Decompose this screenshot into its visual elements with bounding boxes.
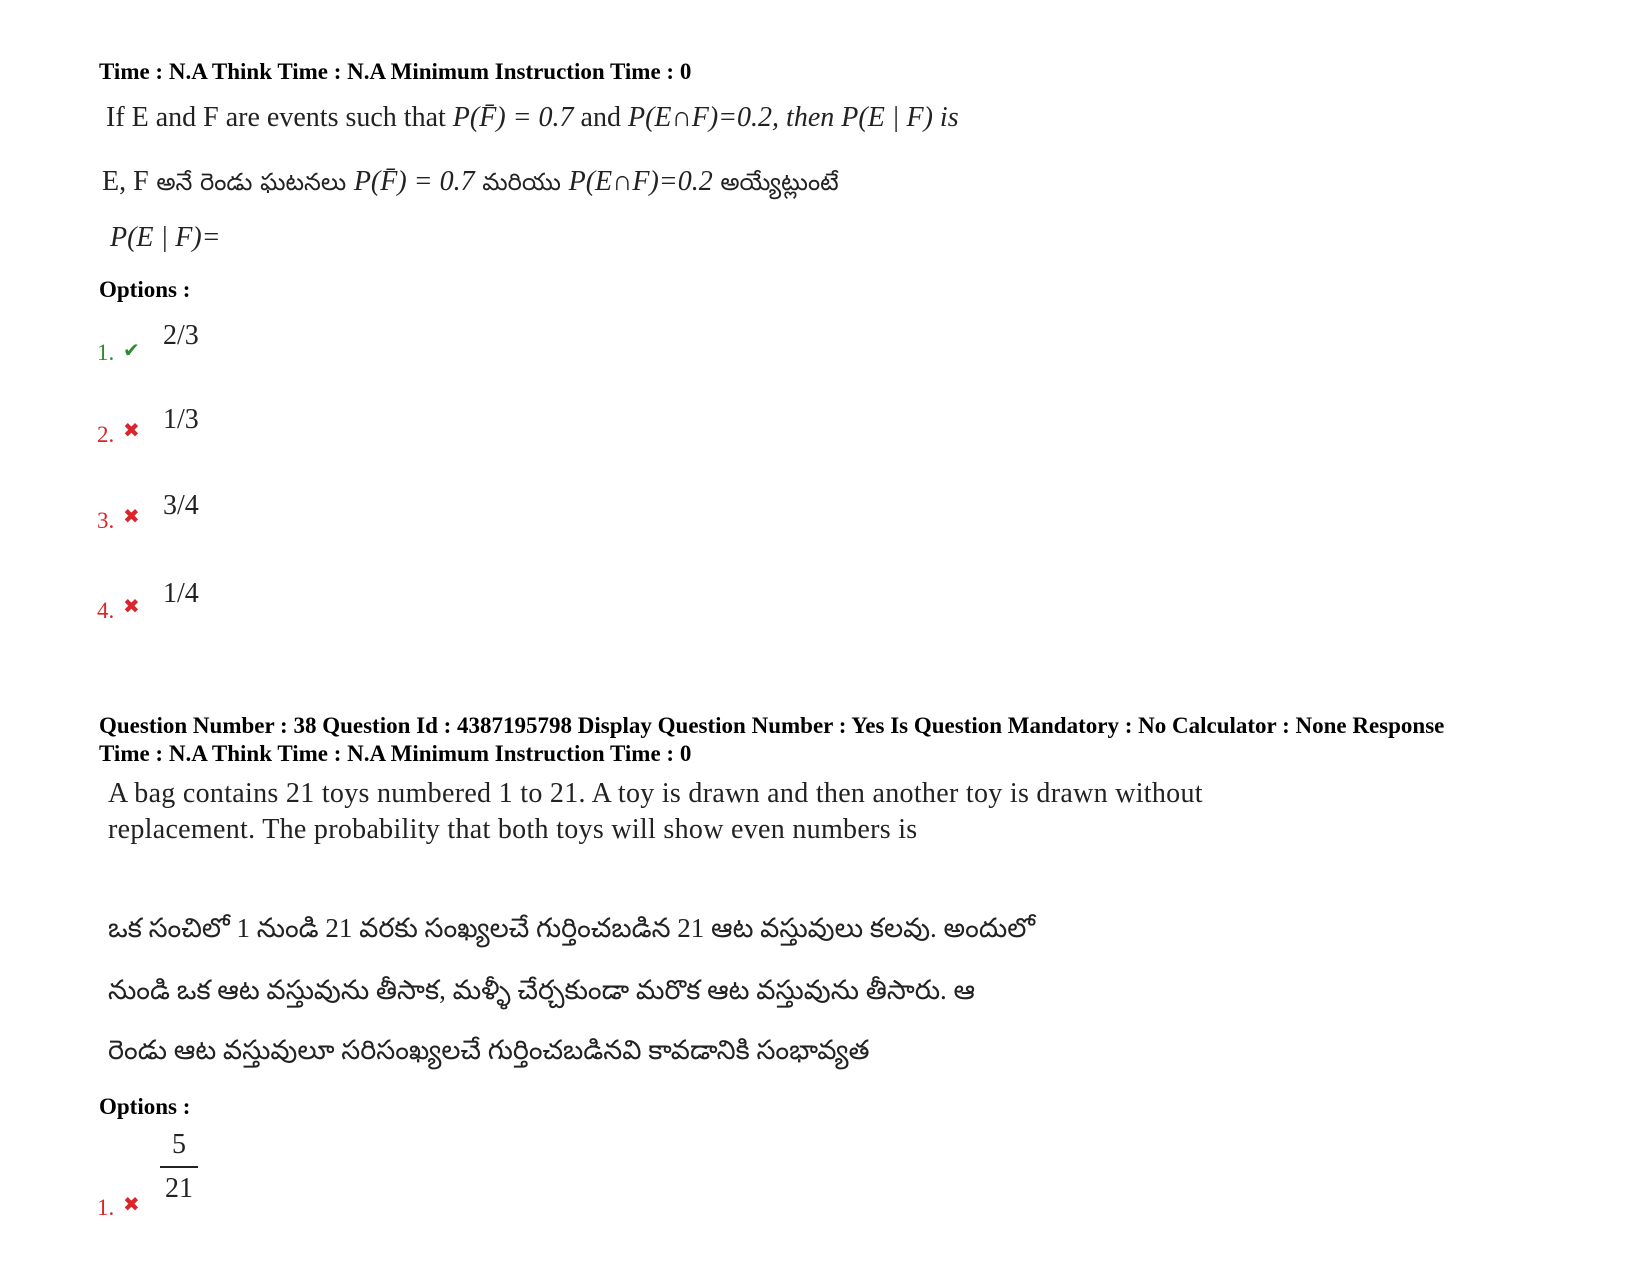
q38-stem-telugu-line-3: రెండు ఆట వస్తువులూ సరిసంఖ్యలచే గుర్తించబడినవి కావడానికి సంభావ్యత: [108, 1035, 870, 1065]
option-value: 2/3: [163, 320, 199, 351]
cross-icon: ✖: [123, 596, 140, 618]
stem-formula: P(F̄) = 0.7: [452, 102, 574, 133]
q37-options-label: Options :: [99, 277, 191, 302]
option-number: 1.: [97, 340, 115, 365]
q37-meta-line: Time : N.A Think Time : N.A Minimum Instruction Time : 0: [99, 59, 692, 84]
stem-formula: P(E∩F)=0.2,: [627, 102, 780, 133]
q38-stem-english: A bag contains 21 toys numbered 1 to 21. A toy is drawn and then another toy is drawn without replacement. The probability that both toys will show even numbers is: [108, 778, 1203, 845]
stem-text: E, F: [102, 166, 149, 197]
stem-text: అయ్యేట్లుంటే: [712, 168, 839, 196]
q38-options-label: Options :: [99, 1094, 191, 1119]
stem-text: అనే రెండు ఘటనలు: [148, 168, 354, 196]
option-number: 3.: [97, 508, 115, 533]
stem-formula: P(F̄) = 0.7: [353, 166, 475, 197]
stem-formula: P(E∩F)=0.2: [568, 166, 713, 197]
fraction-denominator: 21: [165, 1173, 193, 1204]
option-value: 1/3: [163, 404, 199, 435]
option-number: 4.: [97, 598, 115, 623]
q38-meta-line-2: Time : N.A Think Time : N.A Minimum Instruction Time : 0: [99, 741, 692, 766]
cross-icon: ✖: [123, 1194, 140, 1216]
fraction-numerator: 5: [172, 1129, 186, 1160]
q38-stem-telugu-line-2: నుండి ఒక ఆట వస్తువును తీసాక, మళ్ళీ చేర్చకుండా మరొక ఆట వస్తువును తీసారు. ఆ: [108, 975, 976, 1005]
stem-text: then: [779, 102, 842, 133]
fraction-bar: [160, 1166, 198, 1168]
q38-option-1-fraction: [160, 1128, 198, 1206]
option-value: 3/4: [163, 490, 199, 521]
stem-text: If E and F are events such that: [106, 102, 453, 133]
option-number: 2.: [97, 422, 115, 447]
cross-icon: ✖: [123, 506, 140, 528]
stem-formula: P(E | F) is: [841, 102, 959, 133]
stem-text: మరియు: [474, 168, 569, 196]
q37-stem-telugu: [102, 164, 839, 200]
stem-text: and: [573, 102, 628, 133]
q37-stem-ask: P(E | F)=: [110, 222, 221, 253]
cross-icon: ✖: [123, 420, 140, 442]
q38-stem-telugu-line-1: ఒక సంచిలో 1 నుండి 21 వరకు సంఖ్యలచే గుర్తించబడిన 21 ఆట వస్తువులు కలవు. అందులో: [108, 913, 1036, 943]
check-icon: ✔: [123, 340, 140, 362]
option-value: 1/4: [163, 578, 199, 609]
option-number: 1.: [97, 1195, 115, 1220]
q37-stem-english: [106, 100, 959, 136]
q38-meta-line-1: Question Number : 38 Question Id : 4387195798 Display Question Number : Yes Is Question Mandatory : No Calculator : None Response: [99, 713, 1445, 738]
